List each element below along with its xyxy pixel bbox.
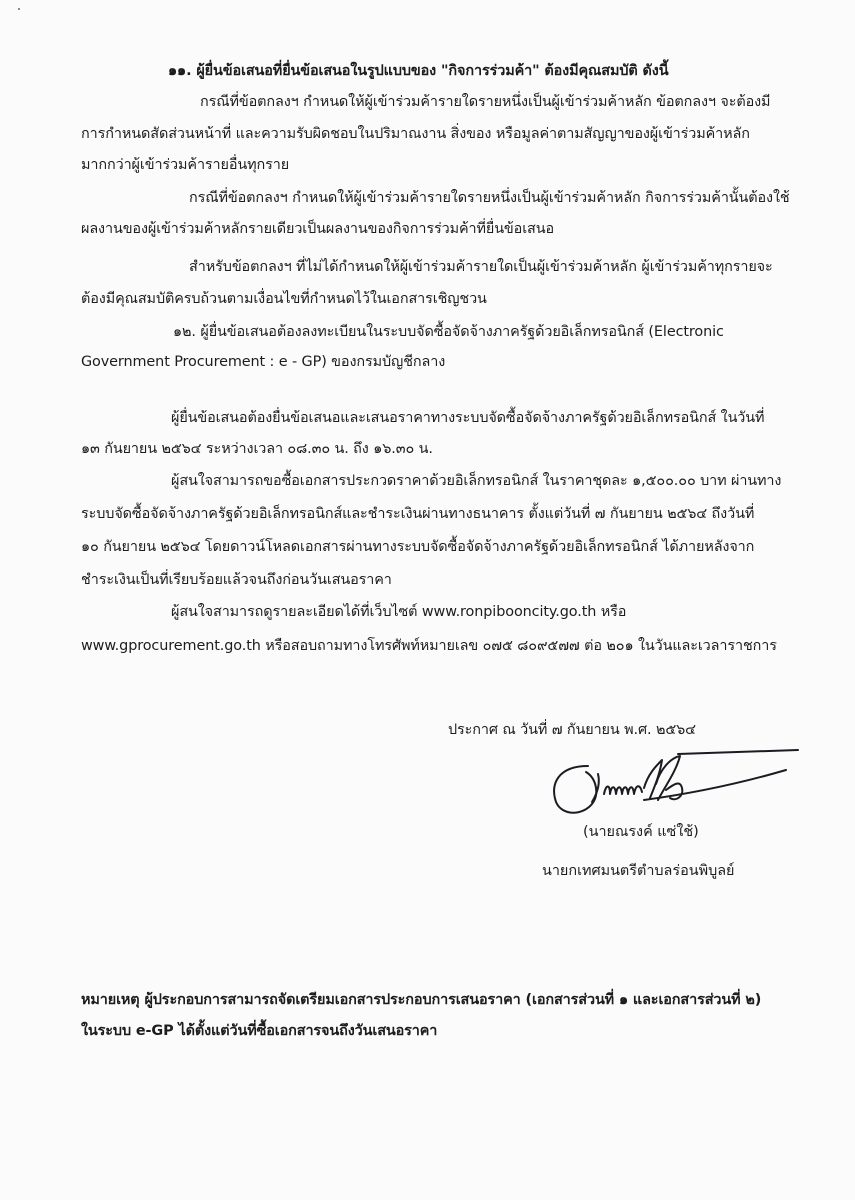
signatory-title: นายกเทศมนตรีตำบลร่อนพิบูลย์ (542, 863, 735, 879)
clause-11-para1-line3: มากกว่าผู้เข้าร่วมค้ารายอื่นทุกราย (81, 157, 290, 173)
announcement-date: ประกาศ ณ วันที่ ๗ กันยายน พ.ศ. ๒๕๖๔ (448, 722, 696, 738)
clause-11-para1-line1: กรณีที่ข้อตกลงฯ กำหนดให้ผู้เข้าร่วมค้ารายใดรายหนึ่งเป็นผู้เข้าร่วมค้าหลัก ข้อตกลงฯ จะต้องมี (200, 94, 771, 110)
contact-line1: ผู้สนใจสามารถดูรายละเอียดได้ที่เว็บไซต์ www.ronpibooncity.go.th หรือ (171, 604, 627, 620)
clause-12-line1: ๑๒. ผู้ยื่นข้อเสนอต้องลงทะเบียนในระบบจัดซื้อจัดจ้างภาครัฐด้วยอิเล็กทรอนิกส์ (Electronic (173, 324, 724, 340)
clause-11-para3-line2: ต้องมีคุณสมบัติครบถ้วนตามเงื่อนไขที่กำหนดไว้ในเอกสารเชิญชวน (81, 291, 487, 307)
clause-11-para3-line1: สำหรับข้อตกลงฯ ที่ไม่ได้กำหนดให้ผู้เข้าร่วมค้ารายใดเป็นผู้เข้าร่วมค้าหลัก ผู้เข้าร่วมค้าทุกรายจะ (189, 259, 773, 275)
purchase-line2: ระบบจัดซื้อจัดจ้างภาครัฐด้วยอิเล็กทรอนิกส์และชำระเงินผ่านทางธนาคาร ตั้งแต่วันที่ ๗ กันยายน ๒๕๖๔ ถึงวันที่ (81, 506, 755, 522)
clause-11-para1-line2: การกำหนดสัดส่วนหน้าที่ และความรับผิดชอบในปริมาณงาน สิ่งของ หรือมูลค่าตามสัญญาของผู้เข้าร่วมค้าหลัก (81, 126, 750, 142)
scan-mark (18, 8, 20, 10)
signature-image (548, 744, 808, 824)
remark-line2: ในระบบ e-GP ได้ตั้งแต่วันที่ซื้อเอกสารจนถึงวันเสนอราคา (81, 1023, 438, 1039)
contact-line2: www.gprocurement.go.th หรือสอบถามทางโทรศัพท์หมายเลข ๐๗๕ ๘๐๙๕๗๗ ต่อ ๒๐๑ ในวันและเวลาราชการ (81, 638, 777, 654)
clause-11-para2-line1: กรณีที่ข้อตกลงฯ กำหนดให้ผู้เข้าร่วมค้ารายใดรายหนึ่งเป็นผู้เข้าร่วมค้าหลัก กิจการร่วมค้านั้นต้องใช้ (189, 190, 790, 206)
purchase-line1: ผู้สนใจสามารถขอซื้อเอกสารประกวดราคาด้วยอิเล็กทรอนิกส์ ในราคาชุดละ ๑,๕๐๐.๐๐ บาท ผ่านทาง (171, 473, 782, 489)
remark-line1: หมายเหตุ ผู้ประกอบการสามารถจัดเตรียมเอกสารประกอบการเสนอราคา (เอกสารส่วนที่ ๑ และเอกสารส่วนที่ ๒) (81, 992, 762, 1008)
purchase-line3: ๑๐ กันยายน ๒๕๖๔ โดยดาวน์โหลดเอกสารผ่านทางระบบจัดซื้อจัดจ้างภาครัฐด้วยอิเล็กทรอนิกส์ ได้ภายหลังจาก (81, 539, 755, 555)
submission-line1: ผู้ยื่นข้อเสนอต้องยื่นข้อเสนอและเสนอราคาทางระบบจัดซื้อจัดจ้างภาครัฐด้วยอิเล็กทรอนิกส์ ในวันที่ (171, 410, 765, 426)
clause-11-heading: ๑๑. ผู้ยื่นข้อเสนอที่ยื่นข้อเสนอในรูปแบบของ "กิจการร่วมค้า" ต้องมีคุณสมบัติ ดังนี้ (168, 63, 669, 79)
submission-line2: ๑๓ กันยายน ๒๕๖๔ ระหว่างเวลา ๐๘.๓๐ น. ถึง ๑๖.๓๐ น. (81, 441, 433, 457)
clause-12-line2: Government Procurement : e - GP) ของกรมบัญชีกลาง (81, 354, 446, 370)
purchase-line4: ชำระเงินเป็นที่เรียบร้อยแล้วจนถึงก่อนวันเสนอราคา (81, 572, 392, 588)
signatory-name: (นายณรงค์ แซ่ใช้) (583, 824, 699, 840)
clause-11-para2-line2: ผลงานของผู้เข้าร่วมค้าหลักรายเดียวเป็นผลงานของกิจการร่วมค้าที่ยื่นข้อเสนอ (81, 221, 554, 237)
